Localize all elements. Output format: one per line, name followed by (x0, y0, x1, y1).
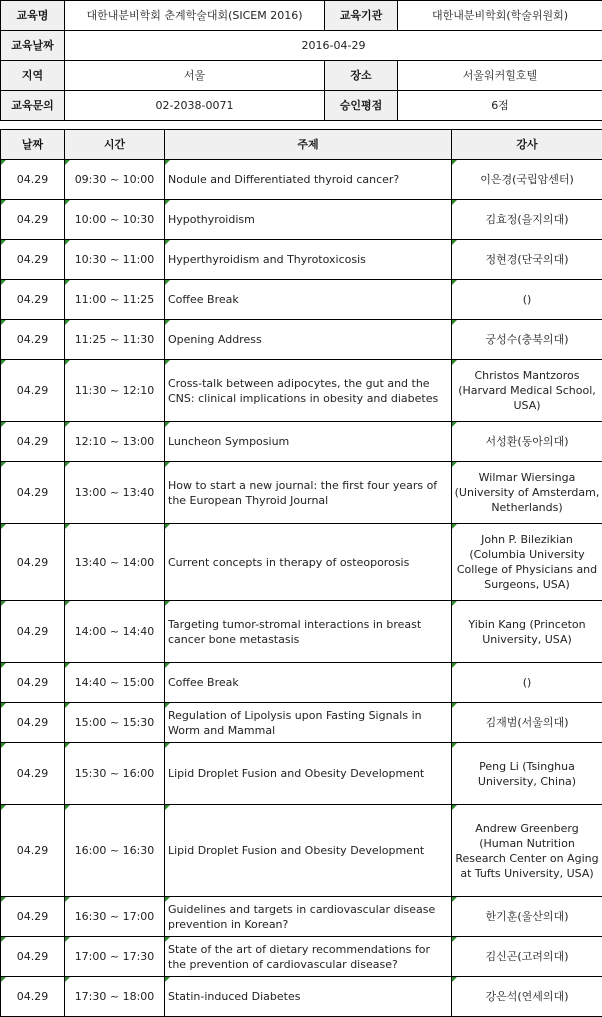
row-topic: Targeting tumor-stromal interactions in breast cancer bone metastasis (165, 601, 452, 663)
row-time: 12:10 ~ 13:00 (65, 422, 165, 462)
header-topic: 주제 (165, 130, 452, 160)
table-row (1, 897, 602, 937)
row-date: 04.29 (1, 897, 65, 937)
row-date: 04.29 (1, 663, 65, 703)
info-row-region (1, 61, 602, 91)
row-topic: Lipid Droplet Fusion and Obesity Development (165, 805, 452, 897)
row-time: 15:00 ~ 15:30 (65, 703, 165, 743)
row-speaker: 김신곤(고려의대) (452, 937, 602, 977)
row-speaker: () (452, 663, 602, 703)
row-time: 11:25 ~ 11:30 (65, 320, 165, 360)
row-topic: Cross-talk between adipocytes, the gut and the CNS: clinical implications in obesity and diabetes (165, 360, 452, 422)
schedule-header-row (1, 130, 602, 160)
table-row (1, 462, 602, 524)
row-time: 16:00 ~ 16:30 (65, 805, 165, 897)
venue-label: 장소 (325, 61, 398, 91)
region-label: 지역 (1, 61, 65, 91)
row-speaker: Christos Mantzoros (Harvard Medical School, USA) (452, 360, 602, 422)
row-topic: Nodule and Differentiated thyroid cancer? (165, 160, 452, 200)
header-speaker: 강사 (452, 130, 602, 160)
row-date: 04.29 (1, 462, 65, 524)
table-row (1, 200, 602, 240)
schedule-table (0, 129, 602, 1017)
row-time: 17:30 ~ 18:00 (65, 977, 165, 1017)
row-date: 04.29 (1, 280, 65, 320)
row-speaker: 김효정(을지의대) (452, 200, 602, 240)
row-speaker: 이은경(국립암센터) (452, 160, 602, 200)
row-topic: State of the art of dietary recommendations for the prevention of cardiovascular disease? (165, 937, 452, 977)
row-time: 11:00 ~ 11:25 (65, 280, 165, 320)
row-time: 14:40 ~ 15:00 (65, 663, 165, 703)
institution-value: 대한내분비학회(학술위원회) (398, 1, 602, 31)
row-speaker: 한기훈(울산의대) (452, 897, 602, 937)
table-row (1, 160, 602, 200)
row-topic: Guidelines and targets in cardiovascular disease prevention in Korean? (165, 897, 452, 937)
course-name-label: 교육명 (1, 1, 65, 31)
header-time: 시간 (65, 130, 165, 160)
row-speaker: John P. Bilezikian (Columbia University College of Physicians and Surgeons, USA) (452, 524, 602, 601)
info-row-contact (1, 91, 602, 121)
row-date: 04.29 (1, 805, 65, 897)
credit-value: 6점 (398, 91, 602, 121)
row-time: 15:30 ~ 16:00 (65, 743, 165, 805)
row-speaker: Wilmar Wiersinga (University of Amsterdam, Netherlands) (452, 462, 602, 524)
row-time: 17:00 ~ 17:30 (65, 937, 165, 977)
row-speaker: 궁성수(충북의대) (452, 320, 602, 360)
region-value: 서울 (65, 61, 325, 91)
row-topic: Current concepts in therapy of osteoporosis (165, 524, 452, 601)
row-topic: Opening Address (165, 320, 452, 360)
row-date: 04.29 (1, 743, 65, 805)
course-name-value: 대한내분비학회 춘계학술대회(SICEM 2016) (65, 1, 325, 31)
row-time: 10:30 ~ 11:00 (65, 240, 165, 280)
credit-label: 승인평점 (325, 91, 398, 121)
row-speaker: 강은석(연세의대) (452, 977, 602, 1017)
row-topic: Regulation of Lipolysis upon Fasting Signals in Worm and Mammal (165, 703, 452, 743)
row-topic: Statin-induced Diabetes (165, 977, 452, 1017)
row-date: 04.29 (1, 320, 65, 360)
table-row (1, 977, 602, 1017)
schedule-body (1, 160, 602, 1017)
table-row (1, 280, 602, 320)
row-date: 04.29 (1, 524, 65, 601)
course-date-value: 2016-04-29 (65, 31, 602, 61)
contact-label: 교육문의 (1, 91, 65, 121)
row-speaker: Yibin Kang (Princeton University, USA) (452, 601, 602, 663)
row-topic: Hyperthyroidism and Thyrotoxicosis (165, 240, 452, 280)
row-date: 04.29 (1, 160, 65, 200)
row-speaker: () (452, 280, 602, 320)
row-date: 04.29 (1, 601, 65, 663)
info-row-date (1, 31, 602, 61)
row-speaker: 서성환(동아의대) (452, 422, 602, 462)
table-row (1, 320, 602, 360)
table-row (1, 240, 602, 280)
row-date: 04.29 (1, 200, 65, 240)
row-topic: Hypothyroidism (165, 200, 452, 240)
row-topic: Luncheon Symposium (165, 422, 452, 462)
info-row-name (1, 1, 602, 31)
table-row (1, 663, 602, 703)
contact-value: 02-2038-0071 (65, 91, 325, 121)
row-date: 04.29 (1, 937, 65, 977)
course-date-label: 교육날짜 (1, 31, 65, 61)
row-speaker: 정현경(단국의대) (452, 240, 602, 280)
table-row (1, 601, 602, 663)
table-row (1, 743, 602, 805)
row-topic: Lipid Droplet Fusion and Obesity Development (165, 743, 452, 805)
row-topic: Coffee Break (165, 663, 452, 703)
table-row (1, 805, 602, 897)
row-date: 04.29 (1, 360, 65, 422)
table-row (1, 937, 602, 977)
venue-value: 서울워커힐호텔 (398, 61, 602, 91)
institution-label: 교육기관 (325, 1, 398, 31)
table-row (1, 422, 602, 462)
row-time: 10:00 ~ 10:30 (65, 200, 165, 240)
row-speaker: 김재범(서울의대) (452, 703, 602, 743)
row-date: 04.29 (1, 240, 65, 280)
row-speaker: Peng Li (Tsinghua University, China) (452, 743, 602, 805)
row-date: 04.29 (1, 422, 65, 462)
table-row (1, 703, 602, 743)
row-topic: How to start a new journal: the first four years of the European Thyroid Journal (165, 462, 452, 524)
table-row (1, 524, 602, 601)
row-time: 16:30 ~ 17:00 (65, 897, 165, 937)
row-topic: Coffee Break (165, 280, 452, 320)
row-date: 04.29 (1, 703, 65, 743)
row-time: 13:40 ~ 14:00 (65, 524, 165, 601)
row-time: 14:00 ~ 14:40 (65, 601, 165, 663)
row-time: 13:00 ~ 13:40 (65, 462, 165, 524)
row-time: 09:30 ~ 10:00 (65, 160, 165, 200)
row-time: 11:30 ~ 12:10 (65, 360, 165, 422)
table-row (1, 360, 602, 422)
course-info-table (0, 0, 602, 121)
row-speaker: Andrew Greenberg (Human Nutrition Research Center on Aging at Tufts University, USA) (452, 805, 602, 897)
row-date: 04.29 (1, 977, 65, 1017)
header-date: 날짜 (1, 130, 65, 160)
